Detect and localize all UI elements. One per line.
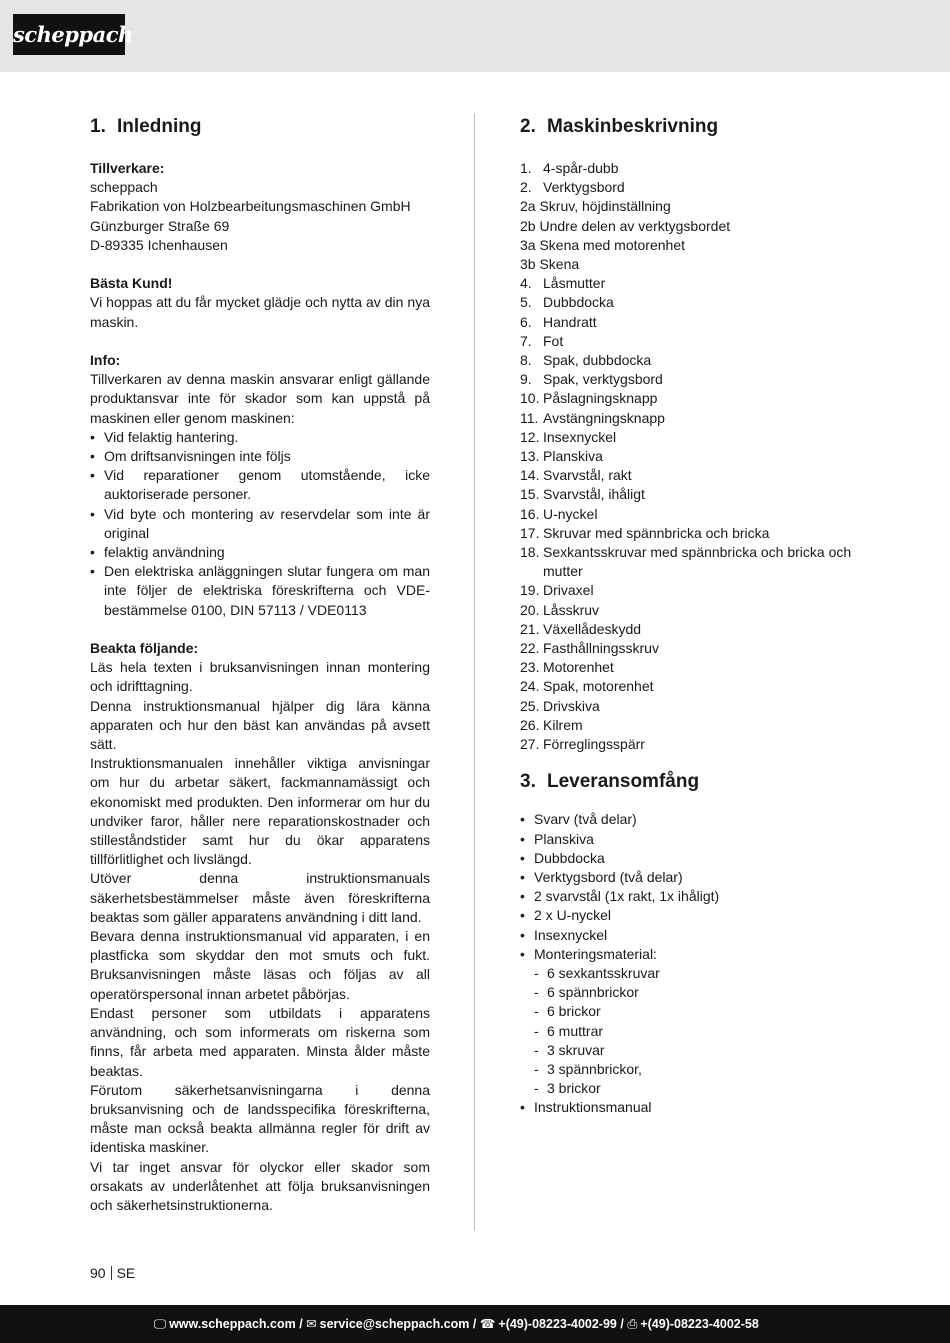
email-link[interactable]: service@scheppach.com [319,1317,470,1331]
list-item: • Planskiva [520,830,870,849]
parts-list-item: 19. Drivaxel [520,582,594,599]
envelope-icon: ✉ [306,1317,317,1331]
greeting-text: Vi hoppas att du får mycket glädje och nytta av din nya maskin. [90,294,430,330]
list-item: • Dubbdocka [520,849,870,868]
parts-list-item: 8. Spak, dubbdocka [520,352,652,369]
page-separator [111,1266,112,1280]
website-link[interactable]: www.scheppach.com [169,1317,296,1331]
parts-list-item: 3b Skena [520,256,580,273]
list-item: - 3 skruvar [534,1041,870,1060]
note-paragraph: Läs hela texten i bruksanvisningen innan montering och idrifttagning. [90,659,430,695]
parts-list-item: 16. U-nyckel [520,505,598,522]
note-paragraph: Instruktionsmanualen innehåller viktiga anvisningar om hur du arbetar säkert, fackmannamässigt och ekonomiskt med produkten. Den informerar om hur du undviker faror, håller nere reparationskostnader och stilleståndstider samt hur du ökar apparatens tillförlitlighet och livslängd. [90,755,430,868]
info-label: Info: [90,352,121,368]
parts-list-item: 6. Handratt [520,313,597,330]
list-item: - 6 muttrar [534,1022,870,1041]
phone-number: +(49)-08223-4002-99 [498,1317,617,1331]
list-item: • felaktig användning [90,543,430,562]
list-item: • Monteringsmaterial: - 6 sexkantsskruvar - 6 spännbrickor - 6 brickor - 6 muttrar - 3 skruvar - 3 spännbrickor, - 3 brickor [520,945,870,1099]
section-3-heading: 3. Leveransomfång [520,771,700,793]
page-footer: 🖵 www.scheppach.com / ✉ service@scheppach.com / ☎ +(49)-08223-4002-99 / ⎙ +(49)-08223-4002-58 [0,1305,950,1343]
list-item: - 3 brickor [534,1079,870,1098]
scheppach-logo: scheppach [13,14,125,55]
list-item: - 3 spännbrickor, [534,1060,870,1079]
liability-list [90,428,430,620]
list-item: • 2 svarvstål (1x rakt, 1x ihåligt) [520,887,870,906]
list-item: • Om driftsanvisningen inte följs [90,447,430,466]
parts-list-item: 13. Planskiva [520,448,603,465]
parts-list-item: 22. Fasthållningsskruv [520,640,659,657]
parts-list [520,159,870,754]
parts-list-item: 11. Avstängningsknapp [520,409,665,426]
note-paragraph: Vi tar inget ansvar för olyckor eller skador som orsakats av underlåtenhet att följa bruksanvisningen och säkerhetsinstruktionerna. [90,1158,430,1213]
list-item: • Vid felaktig hantering. [90,428,430,447]
list-item: - 6 spännbrickor [534,983,870,1002]
parts-list-item: 2a Skruv, höjdinställning [520,198,671,215]
parts-list-item: 18. Sexkantsskruvar med spännbricka och bricka och mutter [520,544,852,580]
list-item: • 2 x U-nyckel [520,906,870,925]
manufacturer-address: scheppach Fabrikation von Holzbearbeitungsmaschinen GmbH Günzburger Straße 69 D-89335 Ichenhausen [90,179,411,253]
parts-list-item: 27. Förreglingsspärr [520,736,645,753]
fax-number: +(49)-08223-4002-58 [640,1317,759,1331]
manufacturer-label: Tillverkare: [90,160,165,176]
parts-list-item: 10. Påslagningsknapp [520,390,658,407]
greeting-label: Bästa Kund! [90,275,173,292]
scope-of-delivery-list [520,810,870,1117]
parts-list-item: 7. Fot [520,332,564,349]
list-item: • Instruktionsmanual [520,1098,870,1117]
note-label: Beakta följande: [90,640,199,657]
list-item: • Svarv (två delar) [520,810,870,829]
note-paragraph: Utöver denna instruktionsmanuals säkerhetsbestämmelser måste även föreskrifterna beaktas som gäller apparatens användning i ditt land. [90,870,430,925]
parts-list-item: 2. Verktygsbord [520,179,625,196]
parts-list-item: 12. Insexnyckel [520,428,617,445]
note-paragraph: Denna instruktionsmanual hjälper dig lära känna apparaten och hur den bäst kan användas på avsett sätt. [90,697,430,753]
column-divider [474,113,475,1231]
parts-list-item: 24. Spak, motorenhet [520,678,654,695]
list-item: - 6 brickor [534,1002,870,1021]
computer-icon: 🖵 [154,1317,167,1331]
parts-list-item: 15. Svarvstål, ihåligt [520,486,645,503]
parts-list-item: 17. Skruvar med spännbricka och bricka [520,524,770,541]
left-column [90,115,430,1215]
section-1-heading: 1. Inledning [90,116,202,137]
list-item: • Vid byte och montering av reservdelar som inte är original [90,505,430,543]
right-column [520,115,870,1118]
note-paragraph: Endast personer som utbildats i apparatens användning, och som informerats om riskerna som finns, får arbeta med apparaten. Minsta ålder måste beaktas. [90,1004,430,1079]
parts-list-item: 23. Motorenhet [520,659,614,676]
telephone-icon: ☎ [479,1317,496,1331]
fax-icon: ⎙ [627,1317,638,1331]
list-item: • Den elektriska anläggningen slutar fungera om man inte följer de elektriska föreskrifterna och VDE-bestämmelse 0100, DIN 57113 / VDE0113 [90,562,430,620]
list-item: • Verktygsbord (två delar) [520,868,870,887]
parts-list-item: 25. Drivskiva [520,697,600,714]
section-2-heading: 2. Maskinbeskrivning [520,116,719,137]
parts-list-item: 1. 4-spår-dubb [520,160,619,176]
mounting-material-list [534,964,870,1098]
info-text: Tillverkaren av denna maskin ansvarar enligt gällande produktansvar inte för skador som kan uppstå på maskinen eller genom maskinen: [90,371,430,426]
parts-list-item: 14. Svarvstål, rakt [520,467,632,484]
parts-list-item: 9. Spak, verktygsbord [520,371,663,388]
parts-list-item: 20. Låsskruv [520,601,600,618]
note-paragraph: Förutom säkerhetsanvisningarna i denna bruksanvisning och de landsspecifika föreskrifterna, måste man också beakta allmänna regler för drift av identiska maskiner. [90,1081,430,1156]
page-number: 90 SE [90,1265,136,1281]
parts-list-item: 3a Skena med motorenhet [520,236,685,253]
list-item: • Insexnyckel [520,926,870,945]
parts-list-item: 5. Dubbdocka [520,294,614,311]
list-item: • Vid reparationer genom utomstående, icke auktoriserade personer. [90,466,430,504]
parts-list-item: 26. Kilrem [520,716,583,733]
page-header [0,0,950,72]
parts-list-item: 4. Låsmutter [520,275,606,292]
note-paragraph: Bevara denna instruktionsmanual vid apparaten, i en plastficka som skyddar den mot smuts och fukt. Bruksanvisningen måste läsas och följas av all operatörspersonal innan arbetet påbörjas. [90,928,430,1002]
parts-list-item: 2b Undre delen av verktygsbordet [520,217,731,234]
parts-list-item: 21. Växellådeskydd [520,620,642,637]
list-item: - 6 sexkantsskruvar [534,964,870,983]
